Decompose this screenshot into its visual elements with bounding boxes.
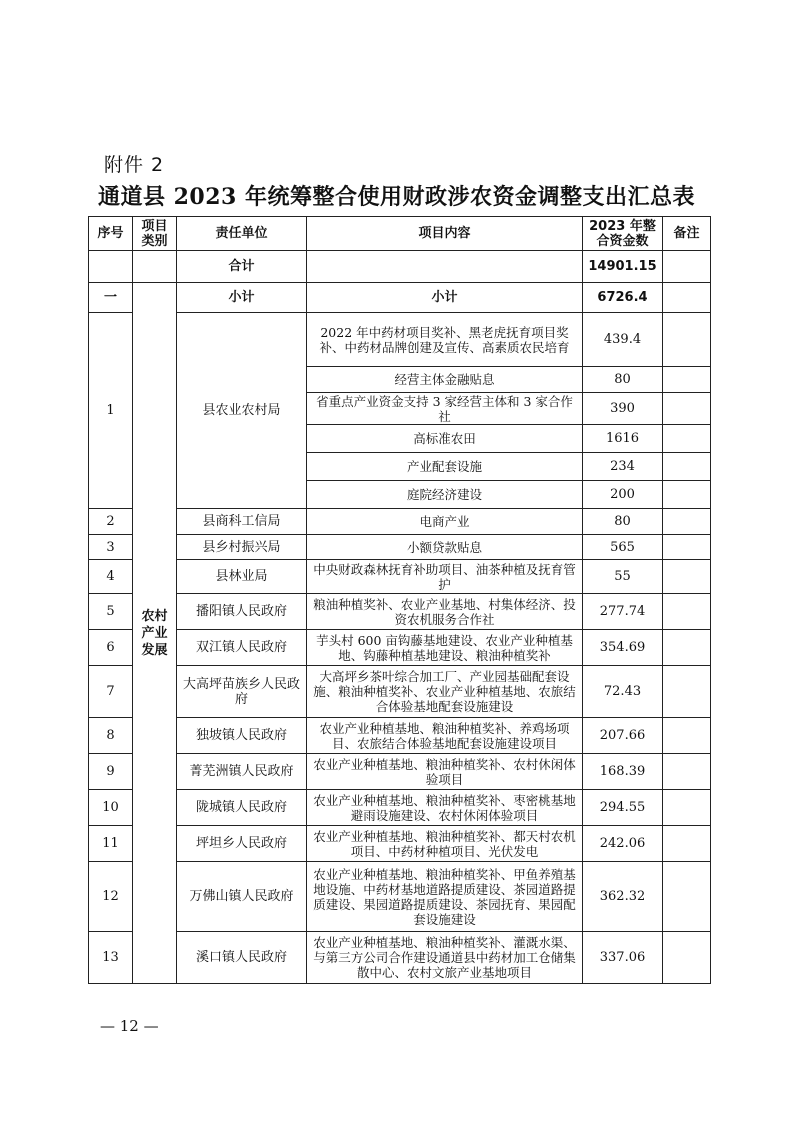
header-note: 备注 bbox=[663, 217, 711, 251]
row-content: 农业产业种植基地、粮油种植奖补、甲鱼养殖基地设施、中药材基地道路提质建设、茶园道路提质建设、果园道路提质建设、茶园抚育、果园配套设施建设 bbox=[307, 862, 583, 932]
row-unit: 溪口镇人民政府 bbox=[177, 932, 307, 984]
row-seq: 4 bbox=[89, 560, 133, 594]
row-note bbox=[663, 535, 711, 560]
row-unit: 县农业农村局 bbox=[177, 313, 307, 509]
row-seq: 12 bbox=[89, 862, 133, 932]
row-unit: 县乡村振兴局 bbox=[177, 535, 307, 560]
total-row bbox=[89, 251, 711, 283]
row-seq: 11 bbox=[89, 826, 133, 862]
row-seq: 6 bbox=[89, 630, 133, 666]
attachment-label: 附件 2 bbox=[104, 154, 165, 176]
row-seq: 2 bbox=[89, 509, 133, 535]
table-row bbox=[89, 594, 711, 630]
header-seq: 序号 bbox=[89, 217, 133, 251]
row-content: 2022 年中药材项目奖补、黑老虎抚育项目奖补、中药材品牌创建及宣传、高素质农民培育 bbox=[307, 313, 583, 367]
row-note bbox=[663, 481, 711, 509]
row-content: 农业产业种植基地、粮油种植奖补、枣密桃基地避雨设施建设、农村休闲体验项目 bbox=[307, 790, 583, 826]
category-cell: 农村产业发展 bbox=[133, 283, 177, 984]
row-amount: 337.06 bbox=[583, 932, 663, 984]
row-note bbox=[663, 666, 711, 718]
row-content: 农业产业种植基地、粮油种植奖补、养鸡场项目、农旅结合体验基地配套设施建设项目 bbox=[307, 718, 583, 754]
row-content: 大高坪乡茶叶综合加工厂、产业园基础配套设施、粮油种植奖补、农业产业种植基地、农旅结合体验基地配套设施建设 bbox=[307, 666, 583, 718]
row-amount: 390 bbox=[583, 393, 663, 425]
row-seq: 3 bbox=[89, 535, 133, 560]
row-content: 农业产业种植基地、粮油种植奖补、农村休闲体验项目 bbox=[307, 754, 583, 790]
table-row bbox=[89, 535, 711, 560]
row-amount: 354.69 bbox=[583, 630, 663, 666]
header-category: 项目类别 bbox=[133, 217, 177, 251]
row-content: 产业配套设施 bbox=[307, 453, 583, 481]
row-amount: 200 bbox=[583, 481, 663, 509]
row-note bbox=[663, 560, 711, 594]
row-unit: 大高坪苗族乡人民政府 bbox=[177, 666, 307, 718]
row-content: 庭院经济建设 bbox=[307, 481, 583, 509]
page-number: — 12 — bbox=[100, 1017, 159, 1035]
summary-table bbox=[88, 216, 711, 984]
row-content: 粮油种植奖补、农业产业基地、村集体经济、投资农机服务合作社 bbox=[307, 594, 583, 630]
header-unit: 责任单位 bbox=[177, 217, 307, 251]
row-amount: 565 bbox=[583, 535, 663, 560]
row-unit: 菁芜洲镇人民政府 bbox=[177, 754, 307, 790]
row-content: 经营主体金融贴息 bbox=[307, 367, 583, 393]
row-amount: 277.74 bbox=[583, 594, 663, 630]
row-amount: 168.39 bbox=[583, 754, 663, 790]
row-unit: 双江镇人民政府 bbox=[177, 630, 307, 666]
row-amount: 294.55 bbox=[583, 790, 663, 826]
row-unit: 县林业局 bbox=[177, 560, 307, 594]
row-content: 农业产业种植基地、粮油种植奖补、灌溉水渠、与第三方公司合作建设通道县中药材加工仓储集散中心、农村文旅产业基地项目 bbox=[307, 932, 583, 984]
row-content: 中央财政森林抚育补助项目、油茶种植及抚育管护 bbox=[307, 560, 583, 594]
row-unit: 万佛山镇人民政府 bbox=[177, 862, 307, 932]
table-row bbox=[89, 862, 711, 932]
row-unit: 县商科工信局 bbox=[177, 509, 307, 535]
row-seq: 13 bbox=[89, 932, 133, 984]
row-unit: 独坡镇人民政府 bbox=[177, 718, 307, 754]
row-amount: 242.06 bbox=[583, 826, 663, 862]
row-amount: 55 bbox=[583, 560, 663, 594]
row-amount: 1616 bbox=[583, 425, 663, 453]
table-row bbox=[89, 630, 711, 666]
row-seq: 1 bbox=[89, 313, 133, 509]
row-content: 芋头村 600 亩钩藤基地建设、农业产业种植基地、钩藤种植基地建设、粮油种植奖补 bbox=[307, 630, 583, 666]
table-row bbox=[89, 754, 711, 790]
row-amount: 234 bbox=[583, 453, 663, 481]
row-amount: 362.32 bbox=[583, 862, 663, 932]
row-unit: 坪坦乡人民政府 bbox=[177, 826, 307, 862]
row-content: 小额贷款贴息 bbox=[307, 535, 583, 560]
row-seq: 7 bbox=[89, 666, 133, 718]
table-row bbox=[89, 509, 711, 535]
table-row bbox=[89, 666, 711, 718]
row-content: 电商产业 bbox=[307, 509, 583, 535]
row-note bbox=[663, 425, 711, 453]
row-unit: 陇城镇人民政府 bbox=[177, 790, 307, 826]
row-note bbox=[663, 862, 711, 932]
subtotal-amount: 6726.4 bbox=[583, 283, 663, 313]
page-title: 通道县 2023 年统筹整合使用财政涉农资金调整支出汇总表 bbox=[97, 184, 696, 210]
row-note bbox=[663, 826, 711, 862]
row-amount: 207.66 bbox=[583, 718, 663, 754]
row-note bbox=[663, 509, 711, 535]
row-note bbox=[663, 393, 711, 425]
row-note bbox=[663, 790, 711, 826]
row-seq: 8 bbox=[89, 718, 133, 754]
table-row bbox=[89, 560, 711, 594]
subtotal-unit: 小计 bbox=[177, 283, 307, 313]
total-amount: 14901.15 bbox=[583, 251, 663, 283]
row-seq: 10 bbox=[89, 790, 133, 826]
row-note bbox=[663, 630, 711, 666]
table-row bbox=[89, 932, 711, 984]
header-amount: 2023 年整合资金数 bbox=[583, 217, 663, 251]
header-content: 项目内容 bbox=[307, 217, 583, 251]
subtotal-seq: 一 bbox=[89, 283, 133, 313]
header-row bbox=[89, 217, 711, 251]
table-row bbox=[89, 826, 711, 862]
row-note bbox=[663, 754, 711, 790]
row-content: 省重点产业资金支持 3 家经营主体和 3 家合作社 bbox=[307, 393, 583, 425]
row-note bbox=[663, 718, 711, 754]
row-note bbox=[663, 932, 711, 984]
table-row bbox=[89, 718, 711, 754]
row-note bbox=[663, 453, 711, 481]
row-content: 农业产业种植基地、粮油种植奖补、都天村农机项目、中药材种植项目、光伏发电 bbox=[307, 826, 583, 862]
row-seq: 5 bbox=[89, 594, 133, 630]
subtotal-content: 小计 bbox=[307, 283, 583, 313]
table-row bbox=[89, 313, 711, 367]
subtotal-row bbox=[89, 283, 711, 313]
row-seq: 9 bbox=[89, 754, 133, 790]
row-content: 高标准农田 bbox=[307, 425, 583, 453]
row-amount: 439.4 bbox=[583, 313, 663, 367]
total-label: 合计 bbox=[177, 251, 307, 283]
row-amount: 80 bbox=[583, 509, 663, 535]
row-unit: 播阳镇人民政府 bbox=[177, 594, 307, 630]
row-note bbox=[663, 313, 711, 367]
row-note bbox=[663, 367, 711, 393]
row-amount: 80 bbox=[583, 367, 663, 393]
table-row bbox=[89, 790, 711, 826]
row-note bbox=[663, 594, 711, 630]
row-amount: 72.43 bbox=[583, 666, 663, 718]
